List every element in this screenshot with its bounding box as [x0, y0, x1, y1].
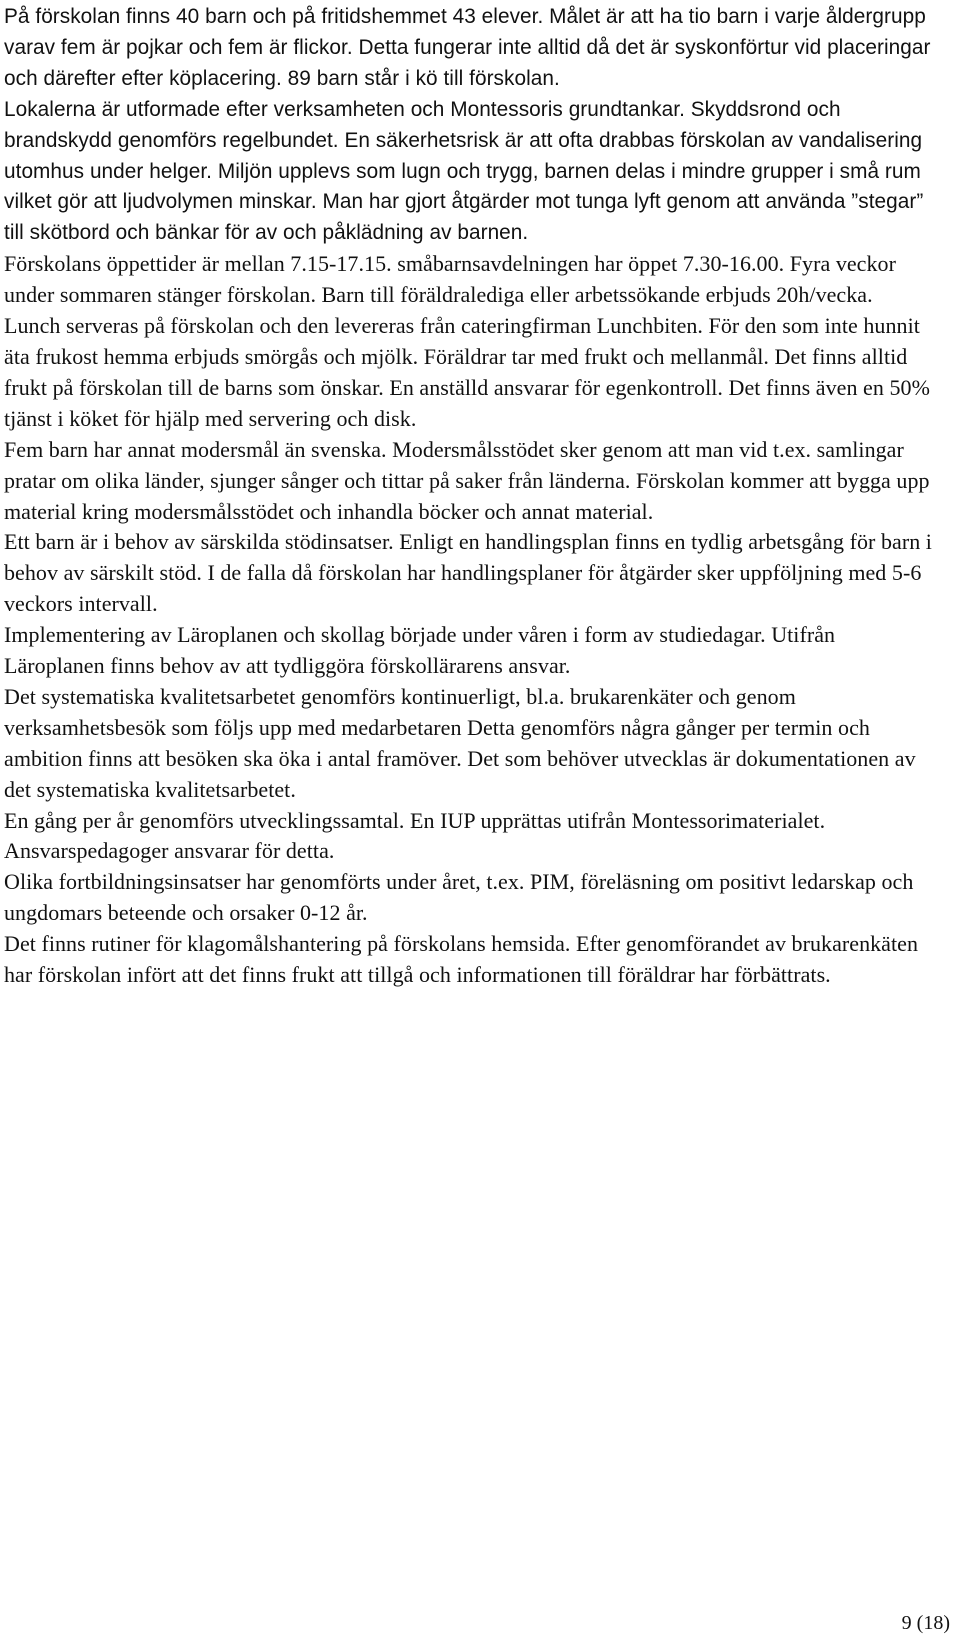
document-body — [4, 2, 938, 991]
page-number: 9 (18) — [901, 1612, 950, 1634]
paragraph-meals: Lunch serveras på förskolan och den levereras från cateringfirman Lunchbiten. För den som inte hunnit äta frukost hemma erbjuds smörgås och mjölk. Föräldrar tar med frukt och mellanmål. Det finns alltid frukt på förskolan till de barns som önskar. En anställd ansvarar för egenkontroll. Det finns även en 50% tjänst i köket för hjälp med servering och disk. — [4, 313, 936, 431]
paragraph-premises: Lokalerna är utformade efter verksamheten och Montessoris grundtankar. Skyddsrond och brandskydd genomförs regelbundet. En säkerhetsrisk är att ofta drabbas förskolan av vandalisering utomhus under helger. Miljön upplevs som lugn och trygg, barnen delas i mindre grupper i små rum vilket gör att ljudvolymen minskar. Man har gjort åtgärder mot tunga lyft genom att använda ”stegar” till skötbord och bänkar för av och påklädning av barnen. — [4, 97, 930, 245]
paragraph-enrollment: På förskolan finns 40 barn och på fritidshemmet 43 elever. Målet är att ha tio barn i varje åldergrupp varav fem är pojkar och fem är flickor. Detta fungerar inte alltid då det är syskonförtur vid placeringar och därefter efter köplacering. 89 barn står i kö till förskolan. — [4, 5, 937, 90]
paragraph-special-support: Ett barn är i behov av särskilda stödinsatser. Enligt en handlingsplan finns en tydlig arbetsgång för barn i behov av särskilt stöd. I de falla då förskolan har handlingsplaner för åtgärder sker uppföljning med 5-6 veckors intervall. — [4, 529, 938, 617]
paragraph-training: Olika fortbildningsinsatser har genomförts under året, t.ex. PIM, föreläsning om positivt ledarskap och ungdomars beteende och orsaker 0-12 år. — [4, 869, 919, 926]
paragraph-complaints: Det finns rutiner för klagomålshantering på förskolans hemsida. Efter genomförandet av brukarenkäten har förskolan infört att det finns frukt att tillgå och informationen till föräldrar har förbättrats. — [4, 931, 924, 988]
paragraph-development-talks: En gång per år genomförs utvecklingssamtal. En IUP upprättas utifrån Montessorimaterialet. Ansvarspedagoger ansvarar för detta. — [4, 807, 830, 864]
paragraph-quality-work: Det systematiska kvalitetsarbetet genomförs kontinuerligt, bl.a. brukarenkäter och genom verksamhetsbesök som följs upp med medarbetaren Detta genomförs några gånger per termin och ambition finns att besöken ska öka i antal framöver. Det som behöver utvecklas är dokumentationen av det systematiska kvalitetsarbetet. — [4, 683, 922, 802]
paragraph-opening-hours: Förskolans öppettider är mellan 7.15-17.15. småbarnsavdelningen har öppet 7.30-16.00. Fyra veckor under sommaren stänger förskolan. Barn till föräldralediga eller arbetssökande erbjuds 20h/vecka. — [4, 251, 902, 308]
paragraph-curriculum: Implementering av Läroplanen och skollag började under våren i form av studiedagar. Utifrån Läroplanen finns behov av att tydliggöra förskollärarens ansvar. — [4, 622, 841, 679]
paragraph-mother-tongue: Fem barn har annat modersmål än svenska. Modersmålsstödet sker genom att man vid t.ex. samlingar pratar om olika länder, sjunger sånger och tittar på saker från länderna. Förskolan kommer att bygga upp material kring modersmålsstödet och inhandla böcker och annat material. — [4, 436, 936, 524]
